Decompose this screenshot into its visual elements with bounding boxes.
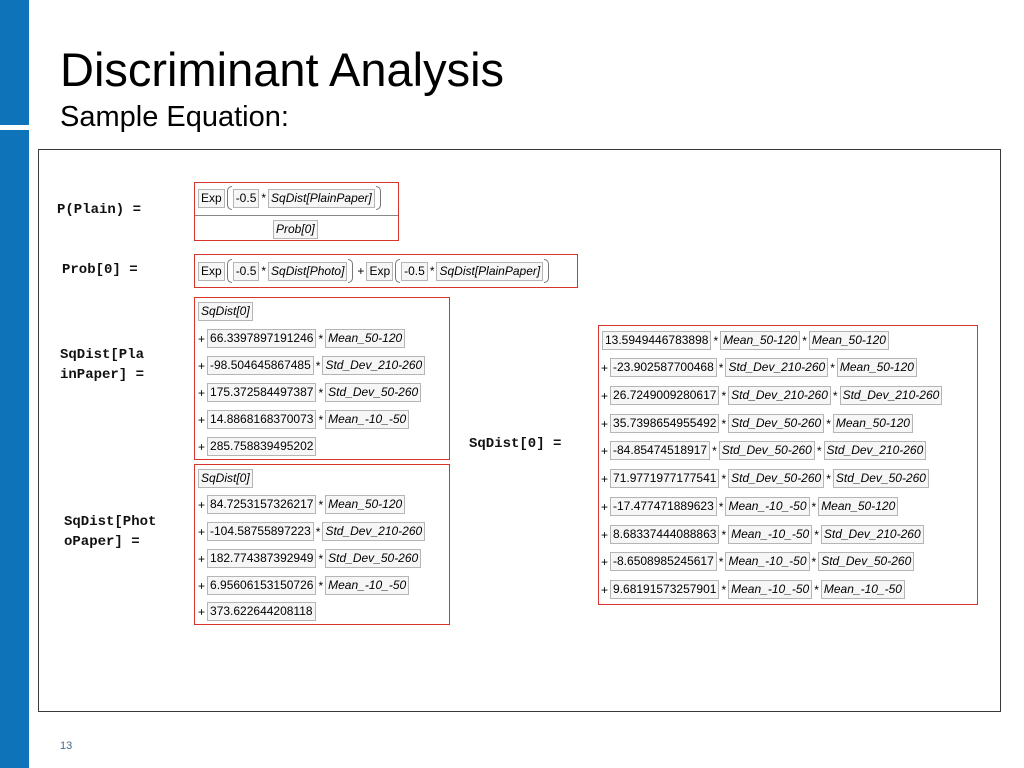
variable: Std_Dev_50-260 <box>818 552 914 571</box>
variable: SqDist[Photo] <box>268 262 347 281</box>
plus-operator: + <box>198 412 206 427</box>
variable: Std_Dev_210-260 <box>821 525 924 544</box>
head-variable: SqDist[0] <box>198 302 253 321</box>
variable: Std_Dev_50-260 <box>325 549 421 568</box>
left-paren-icon <box>395 259 400 283</box>
term-row <box>599 441 926 460</box>
coefficient: 182.774387392949 <box>207 549 316 568</box>
term-row <box>196 383 421 402</box>
plus-operator: + <box>198 497 206 512</box>
plus-operator: + <box>198 331 206 346</box>
slide-subtitle: Sample Equation: <box>60 101 289 133</box>
variable: Mean_-10_-50 <box>821 580 905 599</box>
plus-operator: + <box>601 416 609 431</box>
times-operator: * <box>721 416 727 431</box>
variable: Mean_50-120 <box>720 331 800 350</box>
variable: Mean_-10_-50 <box>725 552 809 571</box>
times-operator: * <box>718 360 724 375</box>
label-sqdist0: SqDist[0] = <box>469 436 562 452</box>
sqdist-plain-equation <box>194 297 450 460</box>
times-operator: * <box>429 264 435 278</box>
coefficient: -104.58755897223 <box>207 522 314 541</box>
times-operator: * <box>826 416 831 431</box>
left-paren-icon <box>227 259 232 283</box>
term-row <box>599 386 942 405</box>
coefficient: -0.5 <box>233 262 260 281</box>
term-row <box>196 495 405 514</box>
p-plain-numerator <box>198 186 383 210</box>
label-sqdist-photo-line1: SqDist[Phot <box>64 514 157 530</box>
left-paren-icon <box>227 186 232 210</box>
variable: Mean_50-120 <box>837 358 917 377</box>
term-row <box>196 329 405 348</box>
variable: Std_Dev_210-260 <box>824 441 927 460</box>
plus-operator: + <box>198 551 206 566</box>
times-operator: * <box>718 554 724 569</box>
term-row <box>196 356 425 375</box>
plus-operator: + <box>601 388 609 403</box>
plus-operator: + <box>198 578 206 593</box>
sidebar-accent-top <box>0 0 29 125</box>
times-operator: * <box>318 385 324 400</box>
times-operator: * <box>721 527 727 542</box>
term-row <box>198 302 253 321</box>
times-operator: * <box>718 499 724 514</box>
variable: Std_Dev_210-260 <box>322 356 425 375</box>
variable: Mean_-10_-50 <box>325 576 409 595</box>
term-row <box>196 602 316 621</box>
sqdist0-equation <box>598 325 978 605</box>
variable: SqDist[PlainPaper] <box>436 262 543 281</box>
prob0-equation <box>194 254 578 288</box>
plus-operator: + <box>601 471 609 486</box>
variable: Std_Dev_210-260 <box>725 358 828 377</box>
variable: Mean_50-120 <box>833 414 913 433</box>
term-row <box>602 331 889 350</box>
sqdist-photo-equation <box>194 464 450 625</box>
term-row <box>599 358 917 377</box>
plus-operator: + <box>198 439 206 454</box>
coefficient: -17.477471889623 <box>610 497 717 516</box>
times-operator: * <box>811 554 817 569</box>
plus-operator: + <box>198 385 206 400</box>
label-prob0: Prob[0] = <box>62 262 138 278</box>
plus-operator: + <box>357 264 365 278</box>
label-sqdist-plain-line2: inPaper] = <box>60 367 145 383</box>
exp-function: Exp <box>198 189 225 208</box>
times-operator: * <box>830 360 835 375</box>
p-plain-equation <box>194 182 399 241</box>
right-paren-icon <box>544 259 549 283</box>
term-row <box>196 410 409 429</box>
coefficient: 9.68191573257901 <box>610 580 719 599</box>
coefficient: 35.7398654955492 <box>610 414 719 433</box>
variable: Std_Dev_50-260 <box>833 469 929 488</box>
coefficient: 26.7249009280617 <box>610 386 719 405</box>
constant: 373.622644208118 <box>207 602 316 621</box>
times-operator: * <box>814 582 819 597</box>
coefficient: 14.8868168370073 <box>207 410 316 429</box>
times-operator: * <box>802 333 807 348</box>
plus-operator: + <box>198 524 206 539</box>
times-operator: * <box>811 499 817 514</box>
coefficient: -84.85474518917 <box>610 441 710 460</box>
coefficient: 13.5949446783898 <box>602 331 711 350</box>
term-row <box>196 576 409 595</box>
term-row <box>599 469 929 488</box>
variable: Std_Dev_210-260 <box>322 522 425 541</box>
times-operator: * <box>826 471 831 486</box>
plus-operator: + <box>601 360 609 375</box>
right-paren-icon <box>348 259 353 283</box>
times-operator: * <box>318 412 324 427</box>
plus-operator: + <box>198 358 206 373</box>
variable: Std_Dev_50-260 <box>728 469 824 488</box>
sidebar-accent-bottom <box>0 130 29 768</box>
variable: Mean_50-120 <box>325 329 405 348</box>
variable: Mean_-10_-50 <box>728 525 812 544</box>
plus-operator: + <box>601 582 609 597</box>
slide-title: Discriminant Analysis <box>60 43 505 96</box>
term-row <box>599 497 898 516</box>
coefficient: 8.68337444088863 <box>610 525 719 544</box>
label-sqdist-photo-line2: oPaper] = <box>64 534 140 550</box>
variable: Std_Dev_210-260 <box>840 386 943 405</box>
label-sqdist-plain-line1: SqDist[Pla <box>60 347 145 363</box>
times-operator: * <box>318 497 324 512</box>
times-operator: * <box>721 582 727 597</box>
term-row <box>196 437 316 456</box>
plus-operator: + <box>601 527 609 542</box>
coefficient: 66.3397897191246 <box>207 329 316 348</box>
variable: Mean_-10_-50 <box>325 410 409 429</box>
times-operator: * <box>315 358 321 373</box>
times-operator: * <box>315 524 321 539</box>
right-paren-icon <box>376 186 381 210</box>
term-row <box>599 552 914 571</box>
exp-function: Exp <box>366 262 393 281</box>
prob0-expression <box>198 259 551 283</box>
term-row <box>599 525 924 544</box>
term-row <box>599 580 905 599</box>
coefficient: 71.9771977177541 <box>610 469 719 488</box>
term-row <box>196 549 421 568</box>
variable: Mean_-10_-50 <box>728 580 812 599</box>
variable: Std_Dev_50-260 <box>325 383 421 402</box>
term-row <box>196 522 425 541</box>
variable: Std_Dev_210-260 <box>728 386 831 405</box>
times-operator: * <box>713 333 719 348</box>
head-variable: SqDist[0] <box>198 469 253 488</box>
variable: Mean_50-120 <box>325 495 405 514</box>
constant: 285.758839495202 <box>207 437 316 456</box>
p-plain-denominator <box>273 220 318 239</box>
plus-operator: + <box>601 443 609 458</box>
label-p-plain: P(Plain) = <box>57 202 142 218</box>
times-operator: * <box>816 443 822 458</box>
coefficient: -23.902587700468 <box>610 358 717 377</box>
times-operator: * <box>721 388 727 403</box>
variable: Mean_50-120 <box>809 331 889 350</box>
plus-operator: + <box>601 499 609 514</box>
coefficient: -0.5 <box>233 189 260 208</box>
term-row <box>599 414 913 433</box>
plus-operator: + <box>198 604 206 619</box>
variable: Mean_-10_-50 <box>725 497 809 516</box>
coefficient: -98.504645867485 <box>207 356 314 375</box>
times-operator: * <box>261 264 267 278</box>
times-operator: * <box>712 443 717 458</box>
times-operator: * <box>318 578 324 593</box>
denominator-variable: Prob[0] <box>273 220 318 239</box>
coefficient: 175.372584497387 <box>207 383 316 402</box>
term-row <box>198 469 253 488</box>
plus-operator: + <box>601 554 609 569</box>
times-operator: * <box>832 388 838 403</box>
times-operator: * <box>721 471 727 486</box>
coefficient: -0.5 <box>401 262 428 281</box>
page-number: 13 <box>60 740 73 752</box>
variable: Std_Dev_50-260 <box>719 441 815 460</box>
times-operator: * <box>318 331 324 346</box>
variable: Std_Dev_50-260 <box>728 414 824 433</box>
variable: Mean_50-120 <box>818 497 898 516</box>
times-operator: * <box>261 191 267 205</box>
coefficient: 6.95606153150726 <box>207 576 316 595</box>
times-operator: * <box>814 527 819 542</box>
coefficient: -8.6508985245617 <box>610 552 717 571</box>
times-operator: * <box>318 551 324 566</box>
fraction-bar <box>195 215 398 216</box>
coefficient: 84.7253157326217 <box>207 495 316 514</box>
exp-function: Exp <box>198 262 225 281</box>
variable: SqDist[PlainPaper] <box>268 189 375 208</box>
